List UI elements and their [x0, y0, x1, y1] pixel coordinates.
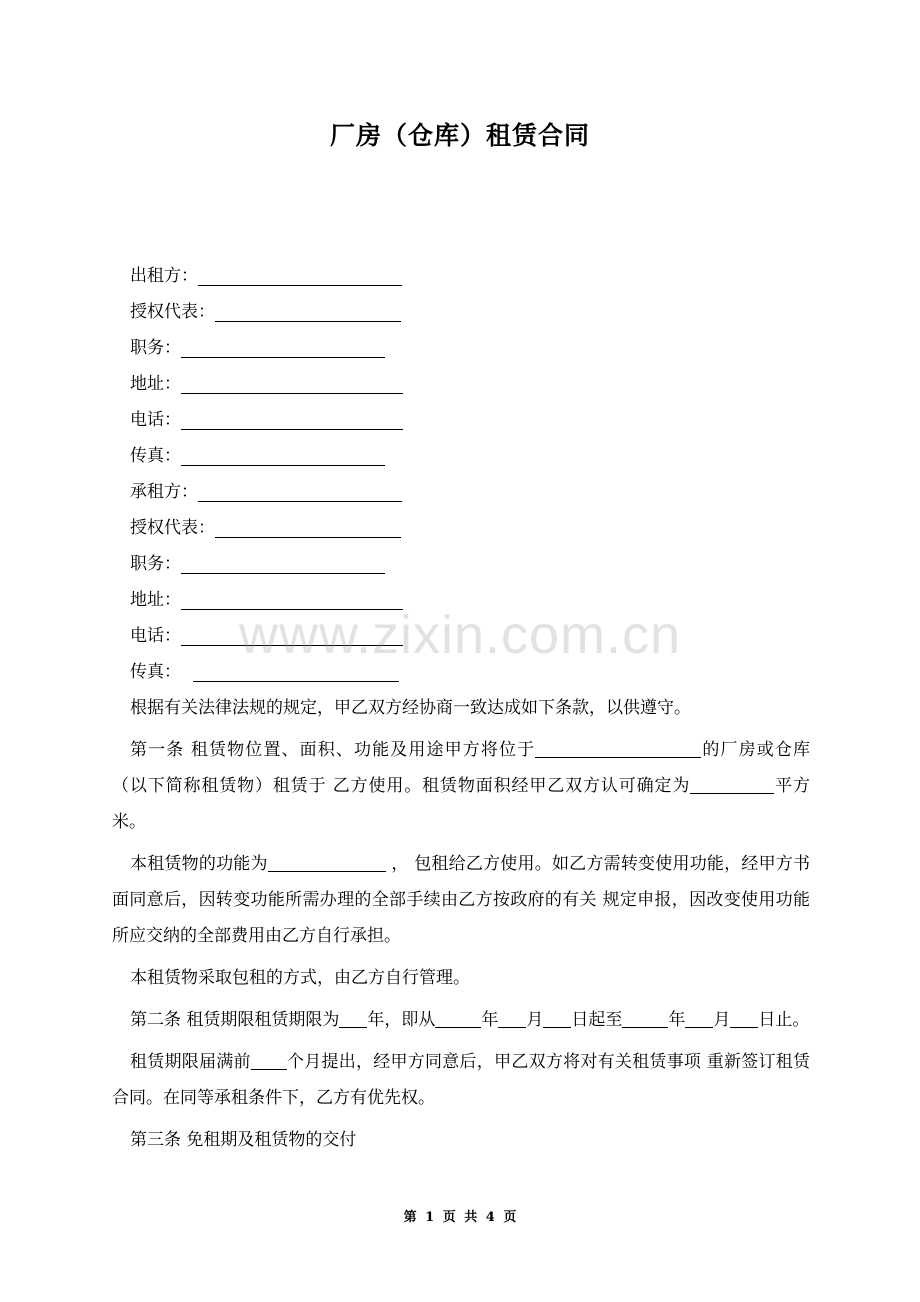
fill-blank [339, 1007, 367, 1028]
fill-blank [215, 299, 401, 322]
party-line-lessee-address [130, 582, 403, 618]
party-line-lessor-position [130, 330, 403, 366]
field-label: 授权代表： [130, 302, 215, 322]
text-segment: 租赁期限届满前 [130, 1052, 251, 1072]
fill-blank [251, 1049, 287, 1070]
party-line-lessee-position [130, 546, 403, 582]
fill-blank [198, 479, 402, 502]
field-label: 出租方： [130, 266, 198, 286]
fill-blank [435, 1007, 481, 1028]
document-title: 厂房（仓库）租赁合同 [329, 121, 590, 150]
paragraph-article-1 [112, 732, 810, 840]
fill-blank [181, 335, 385, 358]
party-line-lessor-phone [130, 402, 403, 438]
fill-blank [730, 1007, 758, 1028]
fill-blank [181, 623, 403, 646]
text-segment: 月 [526, 1010, 544, 1030]
text-segment: 日起至 [571, 1010, 623, 1030]
text-segment: 年，即从 [367, 1010, 436, 1030]
watermark: www.zixin.com.cn [238, 605, 682, 665]
paragraph-preamble [112, 690, 810, 726]
paragraph-article-2 [112, 1002, 810, 1038]
party-line-lessor [130, 258, 403, 294]
text-segment: 第一条 租赁物位置、面积、功能及用途甲方将位于 [130, 740, 536, 760]
fill-blank [215, 515, 401, 538]
contract-body [112, 690, 810, 1164]
fill-blank [543, 1007, 571, 1028]
text-segment: 的厂房或仓库（以下简称租赁物）租赁于 乙方使用。租赁物面积经甲乙双方认可确定为 [112, 740, 811, 796]
fill-blank [181, 551, 385, 574]
field-label: 地址： [130, 590, 181, 610]
field-label: 授权代表： [130, 518, 215, 538]
field-label: 电话： [130, 410, 181, 430]
party-info-block [130, 258, 403, 690]
paragraph-renewal [112, 1044, 810, 1116]
field-label: 职务： [130, 338, 181, 358]
party-line-lessor-address [130, 366, 403, 402]
field-label: 电话： [130, 626, 181, 646]
text-segment: 本租赁物采取包租的方式，由乙方自行管理。 [130, 968, 470, 988]
fill-blank [181, 371, 403, 394]
party-line-lessee-representative [130, 510, 403, 546]
text-segment: 根据有关法律法规的规定，甲乙双方经协商一致达成如下条款，以供遵守。 [130, 698, 691, 718]
page-footer: 第 1 页 共 4 页 [403, 1210, 517, 1225]
text-segment: 年 [481, 1010, 499, 1030]
field-label: 承租方： [130, 482, 198, 502]
fill-blank [268, 851, 386, 872]
field-label: 传真： [130, 662, 181, 682]
party-line-lessor-fax [130, 438, 403, 474]
field-label: 传真： [130, 446, 181, 466]
text-segment: 日止。 [758, 1010, 810, 1030]
paragraph-article-3 [112, 1122, 810, 1158]
text-segment: ， 包租给乙方使用。如乙方需转变使用功能，经甲方书面同意后，因转变功能所需办理的全部手续由乙方按政府的有关 规定申报，因改变使用功能所应交纳的全部费用由乙方自行承担。 [112, 854, 811, 946]
fill-blank [193, 659, 399, 682]
paragraph-function [112, 846, 810, 954]
party-line-lessee [130, 474, 403, 510]
text-segment: 本租赁物的功能为 [130, 854, 268, 874]
text-segment: 个月提出，经甲方同意后，甲乙双方将对有关租赁事项 重新签订租赁合同。在同等承租条件下，乙方有优先权。 [112, 1052, 811, 1108]
fill-blank [690, 773, 774, 794]
field-label: 地址： [130, 374, 181, 394]
fill-blank [181, 443, 385, 466]
fill-blank [535, 737, 701, 758]
text-segment: 月 [713, 1010, 731, 1030]
party-line-lessor-representative [130, 294, 403, 330]
text-segment: 第三条 免租期及租赁物的交付 [130, 1130, 357, 1150]
paragraph-management [112, 960, 810, 996]
text-segment: 年 [668, 1010, 686, 1030]
fill-blank [498, 1007, 526, 1028]
party-line-lessee-phone [130, 618, 403, 654]
fill-blank [181, 407, 403, 430]
fill-blank [181, 587, 403, 610]
fill-blank [622, 1007, 668, 1028]
fill-blank [198, 263, 402, 286]
text-segment: 第二条 租赁期限租赁期限为 [130, 1010, 340, 1030]
field-label: 职务： [130, 554, 181, 574]
party-line-lessee-fax [130, 654, 403, 690]
text-segment: 平方米。 [112, 776, 810, 832]
fill-blank [685, 1007, 713, 1028]
